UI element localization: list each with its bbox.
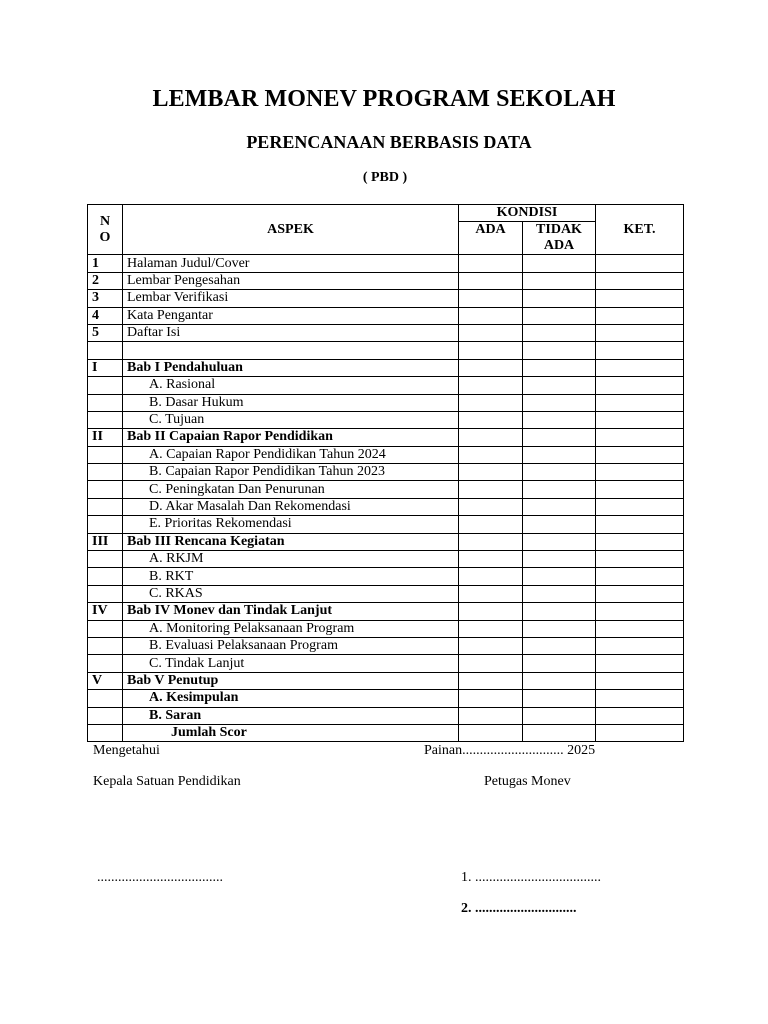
row-aspek: Lembar Verifikasi bbox=[123, 290, 459, 307]
table-row bbox=[88, 498, 684, 515]
row-tidak-ada-cell[interactable] bbox=[523, 620, 596, 637]
row-ada-cell[interactable] bbox=[459, 603, 523, 620]
row-ada-cell[interactable] bbox=[459, 446, 523, 463]
column-header-kondisi: KONDISI bbox=[459, 205, 596, 222]
table-row bbox=[88, 446, 684, 463]
row-aspek: Lembar Pengesahan bbox=[123, 272, 459, 289]
row-ket-cell[interactable] bbox=[596, 377, 684, 394]
row-ket-cell[interactable] bbox=[596, 724, 684, 741]
row-ada-cell[interactable] bbox=[459, 516, 523, 533]
row-ket-cell[interactable] bbox=[596, 603, 684, 620]
row-aspek: D. Akar Masalah Dan Rekomendasi bbox=[123, 498, 459, 515]
signature-left-label: Mengetahui bbox=[93, 743, 160, 758]
row-tidak-ada-cell[interactable] bbox=[523, 377, 596, 394]
column-header-no bbox=[88, 205, 123, 255]
row-number bbox=[88, 551, 123, 568]
row-ket-cell[interactable] bbox=[596, 359, 684, 376]
row-aspek: B. Saran bbox=[123, 707, 459, 724]
row-ket-cell[interactable] bbox=[596, 498, 684, 515]
row-aspek: Kata Pengantar bbox=[123, 307, 459, 324]
row-tidak-ada-cell[interactable] bbox=[523, 394, 596, 411]
column-header-tidak-line2: ADA bbox=[543, 238, 575, 254]
row-ada-cell[interactable] bbox=[459, 655, 523, 672]
row-number bbox=[88, 481, 123, 498]
column-header-tidak-line1: TIDAK bbox=[536, 222, 582, 238]
row-ket-cell[interactable] bbox=[596, 585, 684, 602]
row-number bbox=[88, 411, 123, 428]
row-number bbox=[88, 724, 123, 741]
row-number: 3 bbox=[88, 290, 123, 307]
table-row bbox=[88, 672, 684, 689]
table-row bbox=[88, 707, 684, 724]
row-tidak-ada-cell[interactable] bbox=[523, 655, 596, 672]
row-ada-cell[interactable] bbox=[459, 533, 523, 550]
row-ket-cell[interactable] bbox=[596, 255, 684, 272]
row-aspek: C. Tujuan bbox=[123, 411, 459, 428]
row-aspek: A. Capaian Rapor Pendidikan Tahun 2024 bbox=[123, 446, 459, 463]
row-aspek: C. Peningkatan Dan Penurunan bbox=[123, 481, 459, 498]
row-ada-cell[interactable] bbox=[459, 429, 523, 446]
signature-left-role: Kepala Satuan Pendidikan bbox=[93, 774, 241, 789]
row-number bbox=[88, 690, 123, 707]
row-tidak-ada-cell[interactable] bbox=[523, 359, 596, 376]
row-tidak-ada-cell[interactable] bbox=[523, 290, 596, 307]
row-ket-cell[interactable] bbox=[596, 707, 684, 724]
row-tidak-ada-cell[interactable] bbox=[523, 342, 596, 359]
row-aspek: A. Rasional bbox=[123, 377, 459, 394]
row-ket-cell[interactable] bbox=[596, 342, 684, 359]
table-row bbox=[88, 568, 684, 585]
row-aspek: A. RKJM bbox=[123, 551, 459, 568]
document-abbreviation: ( PBD ) bbox=[362, 170, 408, 185]
row-ada-cell[interactable] bbox=[459, 411, 523, 428]
row-ket-cell[interactable] bbox=[596, 637, 684, 654]
row-tidak-ada-cell[interactable] bbox=[523, 603, 596, 620]
row-number: 5 bbox=[88, 324, 123, 341]
row-tidak-ada-cell[interactable] bbox=[523, 307, 596, 324]
row-aspek: Bab IV Monev dan Tindak Lanjut bbox=[123, 603, 459, 620]
row-tidak-ada-cell[interactable] bbox=[523, 464, 596, 481]
row-ket-cell[interactable] bbox=[596, 481, 684, 498]
row-aspek: B. Dasar Hukum bbox=[123, 394, 459, 411]
table-row bbox=[88, 533, 684, 550]
row-aspek: A. Kesimpulan bbox=[123, 690, 459, 707]
row-tidak-ada-cell[interactable] bbox=[523, 690, 596, 707]
row-aspek: E. Prioritas Rekomendasi bbox=[123, 516, 459, 533]
table-row bbox=[88, 585, 684, 602]
monev-table bbox=[87, 204, 684, 742]
row-number: V bbox=[88, 672, 123, 689]
row-ada-cell[interactable] bbox=[459, 707, 523, 724]
table-row bbox=[88, 655, 684, 672]
row-ada-cell[interactable] bbox=[459, 272, 523, 289]
row-ada-cell[interactable] bbox=[459, 394, 523, 411]
table-row bbox=[88, 429, 684, 446]
row-ket-cell[interactable] bbox=[596, 516, 684, 533]
row-ada-cell[interactable] bbox=[459, 637, 523, 654]
row-tidak-ada-cell[interactable] bbox=[523, 637, 596, 654]
row-ada-cell[interactable] bbox=[459, 307, 523, 324]
signature-place-date: Painan............................. 2025 bbox=[424, 743, 596, 758]
row-number: 2 bbox=[88, 272, 123, 289]
row-aspek: Bab V Penutup bbox=[123, 672, 459, 689]
row-ket-cell[interactable] bbox=[596, 324, 684, 341]
table-row bbox=[88, 255, 684, 272]
row-aspek: C. RKAS bbox=[123, 585, 459, 602]
table-row bbox=[88, 290, 684, 307]
row-tidak-ada-cell[interactable] bbox=[523, 516, 596, 533]
row-aspek: C. Tindak Lanjut bbox=[123, 655, 459, 672]
row-tidak-ada-cell[interactable] bbox=[523, 272, 596, 289]
row-ada-cell[interactable] bbox=[459, 377, 523, 394]
row-tidak-ada-cell[interactable] bbox=[523, 551, 596, 568]
row-ada-cell[interactable] bbox=[459, 690, 523, 707]
row-ada-cell[interactable] bbox=[459, 568, 523, 585]
row-ket-cell[interactable] bbox=[596, 411, 684, 428]
table-row bbox=[88, 724, 684, 741]
table-row bbox=[88, 359, 684, 376]
row-number bbox=[88, 655, 123, 672]
row-number: 4 bbox=[88, 307, 123, 324]
table-row bbox=[88, 620, 684, 637]
table-row bbox=[88, 516, 684, 533]
row-tidak-ada-cell[interactable] bbox=[523, 255, 596, 272]
document-title: LEMBAR MONEV PROGRAM SEKOLAH bbox=[152, 86, 616, 112]
row-aspek: Bab II Capaian Rapor Pendidikan bbox=[123, 429, 459, 446]
signature-right-line-2: 2. ............................. bbox=[461, 901, 577, 916]
row-ket-cell[interactable] bbox=[596, 272, 684, 289]
row-tidak-ada-cell[interactable] bbox=[523, 568, 596, 585]
column-header-ket: KET. bbox=[596, 205, 684, 255]
signature-right-role: Petugas Monev bbox=[484, 774, 571, 789]
row-number bbox=[88, 568, 123, 585]
row-ada-cell[interactable] bbox=[459, 498, 523, 515]
row-tidak-ada-cell[interactable] bbox=[523, 446, 596, 463]
table-body bbox=[88, 255, 684, 742]
column-header-ada: ADA bbox=[459, 222, 523, 255]
row-aspek: B. Capaian Rapor Pendidikan Tahun 2023 bbox=[123, 464, 459, 481]
row-ket-cell[interactable] bbox=[596, 307, 684, 324]
row-aspek: Jumlah Scor bbox=[123, 724, 459, 741]
row-tidak-ada-cell[interactable] bbox=[523, 707, 596, 724]
table-header-row bbox=[88, 205, 684, 222]
row-aspek bbox=[123, 342, 459, 359]
table-row bbox=[88, 324, 684, 341]
row-number bbox=[88, 446, 123, 463]
row-ket-cell[interactable] bbox=[596, 655, 684, 672]
row-tidak-ada-cell[interactable] bbox=[523, 498, 596, 515]
row-ada-cell[interactable] bbox=[459, 481, 523, 498]
table-row bbox=[88, 637, 684, 654]
row-ada-cell[interactable] bbox=[459, 464, 523, 481]
row-aspek: B. Evaluasi Pelaksanaan Program bbox=[123, 637, 459, 654]
row-number: I bbox=[88, 359, 123, 376]
row-number: III bbox=[88, 533, 123, 550]
document-subtitle: PERENCANAAN BERBASIS DATA bbox=[246, 132, 532, 152]
row-ket-cell[interactable] bbox=[596, 446, 684, 463]
row-tidak-ada-cell[interactable] bbox=[523, 672, 596, 689]
row-ket-cell[interactable] bbox=[596, 533, 684, 550]
row-aspek: A. Monitoring Pelaksanaan Program bbox=[123, 620, 459, 637]
row-ket-cell[interactable] bbox=[596, 464, 684, 481]
table-row bbox=[88, 481, 684, 498]
row-ada-cell[interactable] bbox=[459, 585, 523, 602]
table-row bbox=[88, 272, 684, 289]
row-ket-cell[interactable] bbox=[596, 394, 684, 411]
table-row bbox=[88, 551, 684, 568]
row-tidak-ada-cell[interactable] bbox=[523, 724, 596, 741]
row-number bbox=[88, 464, 123, 481]
row-number: 1 bbox=[88, 255, 123, 272]
row-aspek: B. RKT bbox=[123, 568, 459, 585]
row-aspek: Daftar Isi bbox=[123, 324, 459, 341]
row-ada-cell[interactable] bbox=[459, 551, 523, 568]
row-ket-cell[interactable] bbox=[596, 290, 684, 307]
row-number bbox=[88, 516, 123, 533]
row-ket-cell[interactable] bbox=[596, 672, 684, 689]
column-header-aspek: ASPEK bbox=[123, 205, 459, 255]
row-ket-cell[interactable] bbox=[596, 620, 684, 637]
row-ada-cell[interactable] bbox=[459, 359, 523, 376]
row-ket-cell[interactable] bbox=[596, 429, 684, 446]
signature-left-line: .................................... bbox=[97, 870, 223, 885]
column-header-no-line2: O bbox=[99, 229, 111, 245]
row-tidak-ada-cell[interactable] bbox=[523, 411, 596, 428]
row-ada-cell[interactable] bbox=[459, 724, 523, 741]
row-number bbox=[88, 637, 123, 654]
signature-right-line-1: 1. .................................... bbox=[461, 870, 601, 885]
row-number bbox=[88, 342, 123, 359]
row-ket-cell[interactable] bbox=[596, 690, 684, 707]
row-ada-cell[interactable] bbox=[459, 620, 523, 637]
row-number bbox=[88, 498, 123, 515]
table-row bbox=[88, 411, 684, 428]
table-row bbox=[88, 377, 684, 394]
row-number bbox=[88, 707, 123, 724]
row-tidak-ada-cell[interactable] bbox=[523, 324, 596, 341]
row-tidak-ada-cell[interactable] bbox=[523, 533, 596, 550]
row-ada-cell[interactable] bbox=[459, 290, 523, 307]
row-ada-cell[interactable] bbox=[459, 324, 523, 341]
row-ket-cell[interactable] bbox=[596, 551, 684, 568]
row-number bbox=[88, 585, 123, 602]
row-ket-cell[interactable] bbox=[596, 568, 684, 585]
row-number bbox=[88, 394, 123, 411]
row-aspek: Halaman Judul/Cover bbox=[123, 255, 459, 272]
row-number: IV bbox=[88, 603, 123, 620]
row-ada-cell[interactable] bbox=[459, 342, 523, 359]
row-number: II bbox=[88, 429, 123, 446]
row-number bbox=[88, 377, 123, 394]
table-row bbox=[88, 342, 684, 359]
row-tidak-ada-cell[interactable] bbox=[523, 481, 596, 498]
table-row bbox=[88, 307, 684, 324]
row-aspek: Bab I Pendahuluan bbox=[123, 359, 459, 376]
table-row bbox=[88, 394, 684, 411]
row-tidak-ada-cell[interactable] bbox=[523, 585, 596, 602]
column-header-no-line1: N bbox=[99, 213, 111, 229]
column-header-tidak-ada bbox=[523, 222, 596, 255]
row-tidak-ada-cell[interactable] bbox=[523, 429, 596, 446]
table-row bbox=[88, 690, 684, 707]
table-row bbox=[88, 603, 684, 620]
table-row bbox=[88, 464, 684, 481]
row-aspek: Bab III Rencana Kegiatan bbox=[123, 533, 459, 550]
row-ada-cell[interactable] bbox=[459, 255, 523, 272]
row-ada-cell[interactable] bbox=[459, 672, 523, 689]
row-number bbox=[88, 620, 123, 637]
